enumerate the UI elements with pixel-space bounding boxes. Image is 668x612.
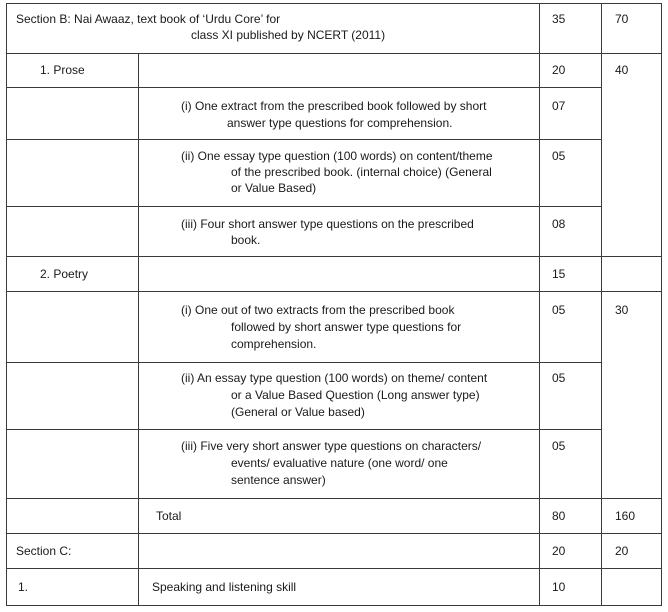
poetry-item-marks: 05 xyxy=(552,303,566,317)
poetry-marks: 15 xyxy=(552,267,566,281)
poetry-item-text: sentence answer) xyxy=(231,473,326,487)
section-c-marks: 20 xyxy=(552,544,566,558)
row-c1-number: 1. xyxy=(18,580,29,594)
rule xyxy=(6,533,661,534)
total-marks: 80 xyxy=(552,509,566,523)
poetry-item-text: (iii) Five very short answer type questions on characters/ xyxy=(181,439,482,453)
row-c1-label: Speaking and listening skill xyxy=(152,580,297,594)
poetry-item-text: (i) One out of two extracts from the prescribed book xyxy=(181,303,455,317)
prose-label: 1. Prose xyxy=(40,63,85,77)
poetry-item-marks: 05 xyxy=(552,371,566,385)
poetry-item-text: (General or Value based) xyxy=(231,405,365,419)
prose-item-text: of the prescribed book. (internal choice) (General xyxy=(231,165,492,179)
rule xyxy=(6,256,661,257)
row-c1-marks: 10 xyxy=(552,580,566,594)
rule xyxy=(6,568,661,569)
prose-item-text: (ii) One essay type question (100 words) on content/theme xyxy=(181,149,493,163)
section-b-title: class XI published by NCERT (2011) xyxy=(191,28,386,42)
prose-item-text: book. xyxy=(231,233,261,247)
section-b-title: Section B: Nai Awaaz, text book of ‘Urdu Core’ for xyxy=(16,12,281,26)
rule xyxy=(601,3,602,606)
prose-item-text: answer type questions for comprehension. xyxy=(227,116,453,130)
poetry-item-text: or a Value Based Question (Long answer type) xyxy=(231,388,480,402)
total-label: Total xyxy=(156,509,182,523)
total-total: 160 xyxy=(615,509,636,523)
poetry-label: 2. Poetry xyxy=(40,267,89,281)
prose-item-text: or Value Based) xyxy=(231,181,317,195)
poetry-item-text: comprehension. xyxy=(231,337,317,351)
section-b-total: 70 xyxy=(615,12,629,26)
section-c-label: Section C: xyxy=(16,544,72,558)
prose-total: 40 xyxy=(615,63,629,77)
rule xyxy=(6,498,661,499)
rule xyxy=(6,3,661,4)
rule xyxy=(138,53,139,606)
prose-marks: 20 xyxy=(552,63,566,77)
prose-item-marks: 05 xyxy=(552,149,566,163)
rule xyxy=(661,3,662,606)
rule xyxy=(6,429,601,430)
poetry-item-marks: 05 xyxy=(552,439,566,453)
section-b-marks: 35 xyxy=(552,12,566,26)
prose-item-marks: 08 xyxy=(552,217,566,231)
rule xyxy=(6,139,601,140)
rule xyxy=(6,3,7,606)
section-c-total: 20 xyxy=(615,544,629,558)
prose-item-text: (iii) Four short answer type questions on the prescribed xyxy=(181,217,474,231)
poetry-item-text: events/ evaluative nature (one word/ one xyxy=(231,456,448,470)
prose-item-marks: 07 xyxy=(552,99,566,113)
prose-item-text: (i) One extract from the prescribed book followed by short xyxy=(181,99,487,113)
rule xyxy=(6,605,661,606)
rule xyxy=(6,87,601,88)
rule xyxy=(6,206,601,207)
poetry-item-text: followed by short answer type questions for xyxy=(231,320,462,334)
rule xyxy=(6,362,601,363)
rule xyxy=(539,3,540,606)
poetry-total: 30 xyxy=(615,303,629,317)
poetry-item-text: (ii) An essay type question (100 words) on theme/ content xyxy=(181,371,488,385)
rule xyxy=(6,291,661,292)
rule xyxy=(6,53,661,54)
